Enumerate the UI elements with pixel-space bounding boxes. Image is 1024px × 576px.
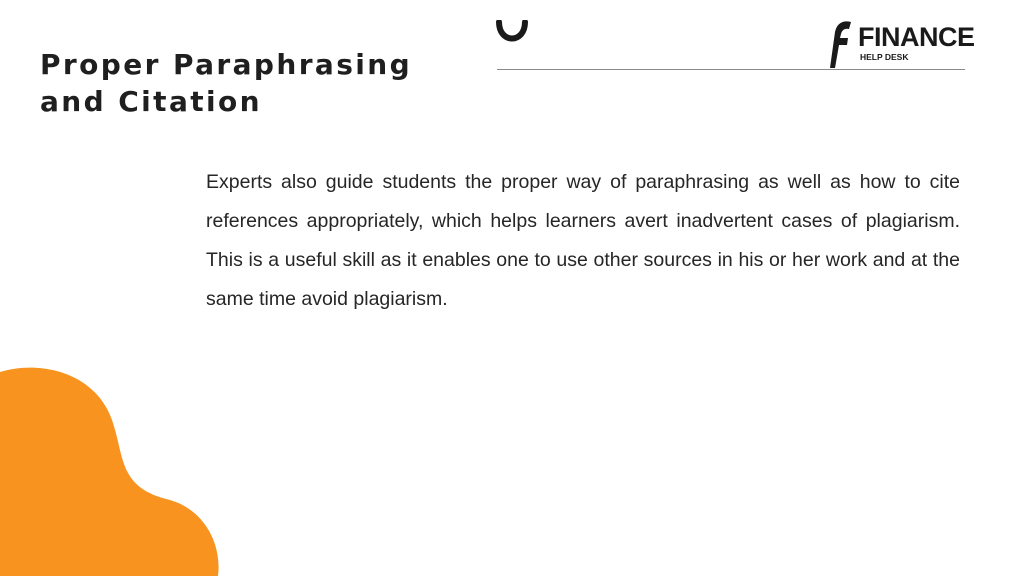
body-paragraph: Experts also guide students the proper way of paraphrasing as well as how to cite references appropriately, which helps learners avert inadvertent cases of plagiarism. This is a useful skill as it enables one to use other sources in his or her work and at the same time avoid plagiarism. [206, 171, 960, 310]
f-letter-icon [820, 18, 854, 70]
finance-help-desk-logo [820, 18, 975, 70]
logo-tagline: HELP DESK [860, 52, 909, 62]
slide-title: Proper Paraphrasing and Citation [40, 48, 413, 118]
logo-wordmark: FINANCE [858, 22, 975, 52]
partial-shape-icon [495, 20, 529, 46]
